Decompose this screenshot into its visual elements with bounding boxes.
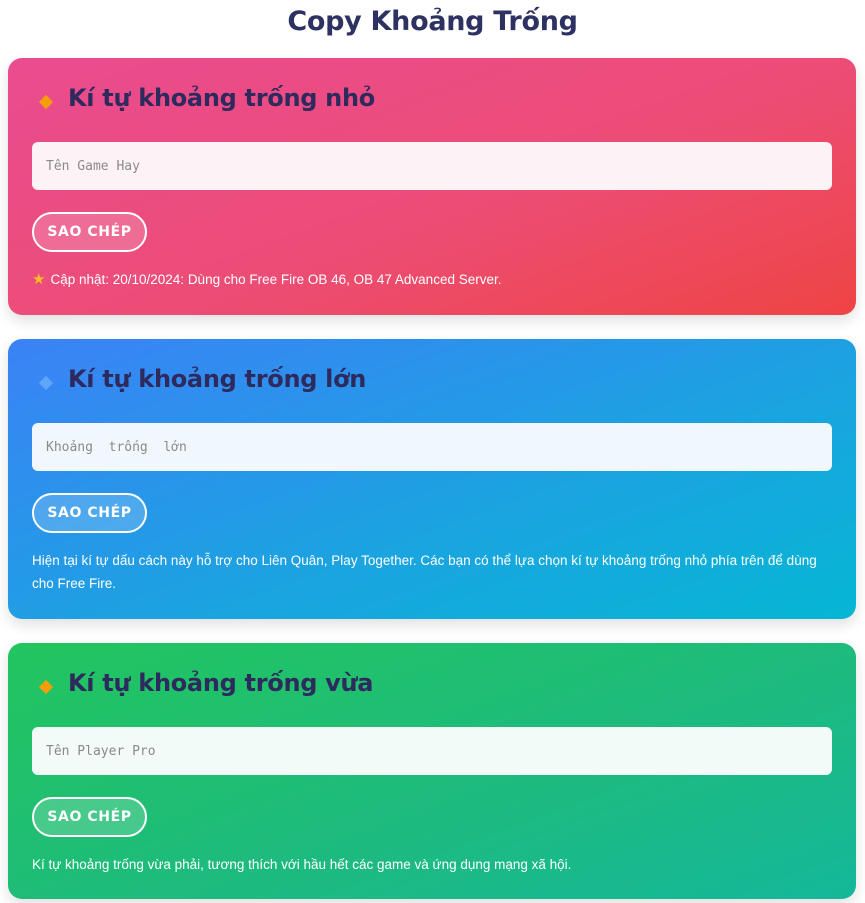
card-title: Kí tự khoảng trống vừa: [68, 669, 374, 697]
update-note: [32, 268, 822, 291]
copy-button[interactable]: SAO CHÉP: [32, 493, 147, 533]
medium-space-input[interactable]: [32, 727, 832, 775]
star-icon: ★: [32, 271, 46, 288]
page-title: Copy Khoảng Trống: [287, 6, 578, 37]
card-header: [32, 82, 375, 114]
card-small-space: [8, 58, 856, 315]
card-header: [32, 363, 366, 395]
card-title: Kí tự khoảng trống nhỏ: [68, 84, 375, 112]
diamond-icon: [39, 376, 53, 390]
copy-button[interactable]: SAO CHÉP: [32, 797, 147, 837]
card-note: Kí tự khoảng trống vừa phải, tương thích với hầu hết các game và ứng dụng mạng xã hội.: [32, 857, 572, 872]
card-medium-space: [8, 643, 856, 899]
copy-button[interactable]: SAO CHÉP: [32, 212, 147, 252]
diamond-icon: [39, 95, 53, 109]
card-note: Hiện tại kí tự dấu cách này hỗ trợ cho Liên Quân, Play Together. Các bạn có thể lựa chọn kí tự khoảng trống nhỏ phía trên để dùng cho Free Fire.: [32, 553, 817, 591]
card-header: [32, 667, 373, 699]
card-title: Kí tự khoảng trống lớn: [68, 365, 367, 393]
large-space-input[interactable]: [32, 423, 832, 471]
diamond-icon: [39, 680, 53, 694]
small-space-input[interactable]: [32, 142, 832, 190]
note-text: Cập nhật: 20/10/2024: Dùng cho Free Fire OB 46, OB 47 Advanced Server.: [50, 272, 502, 287]
card-large-space: [8, 339, 856, 619]
